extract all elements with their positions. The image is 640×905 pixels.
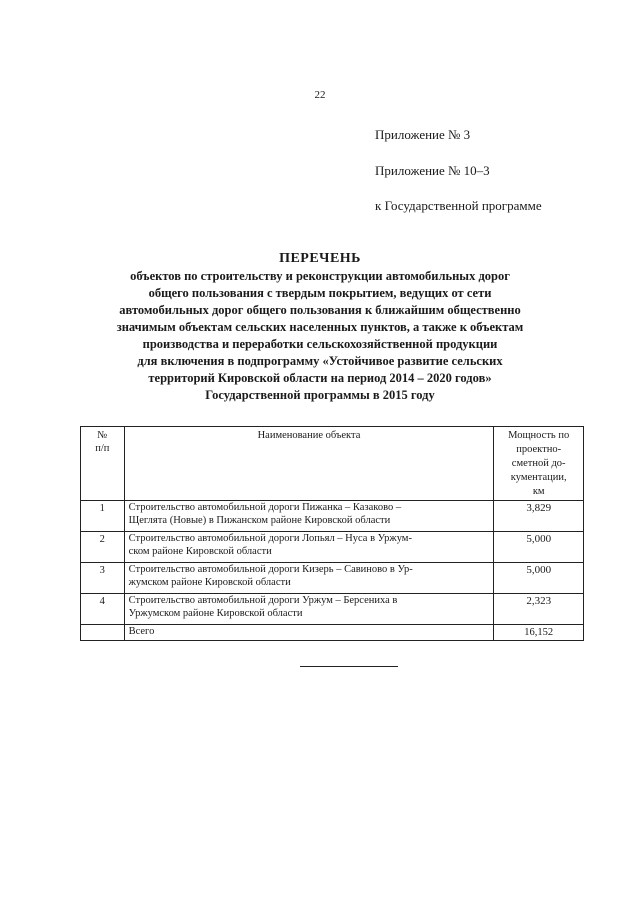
total-label: Всего (124, 625, 494, 641)
header-capacity-line-5: км (532, 486, 545, 497)
document-subtitle-line-3: автомобильных дорог общего пользования к ближайшим общественно (119, 303, 521, 317)
end-divider (300, 666, 398, 667)
row-object-name-line-1: Строительство автомобильной дороги Кизерь – Савиново в Ур- (128, 564, 413, 575)
document-subtitle-line-4: значимым объектам сельских населенных пунктов, а также к объектам (116, 320, 524, 334)
document-subtitle-line-2: общего пользования с твердым покрытием, ведущих от сети (148, 286, 492, 300)
table-row (81, 563, 584, 594)
row-object-name-line-1: Строительство автомобильной дороги Лопьял – Нуса в Уржум- (128, 533, 412, 544)
row-number: 2 (81, 532, 125, 563)
table-row (81, 594, 584, 625)
row-object-name-line-1: Строительство автомобильной дороги Пижанка – Казаково – (128, 502, 402, 513)
row-object-name (124, 501, 494, 532)
header-capacity-line-4: кументации, (510, 472, 567, 483)
appendix-line-2: Приложение № 10–3 (375, 163, 490, 178)
row-capacity-value: 5,000 (494, 532, 584, 563)
header-capacity-line-2: проектно- (516, 444, 562, 455)
row-number: 1 (81, 501, 125, 532)
row-object-name-line-1: Строительство автомобильной дороги Уржум – Берсениха в (128, 595, 398, 606)
table-row (81, 501, 584, 532)
appendix-line-1: Приложение № 3 (375, 127, 471, 142)
row-capacity-value: 2,323 (494, 594, 584, 625)
header-capacity-line-3: сметной до- (511, 458, 566, 469)
appendix-line-3: к Государственной программе (375, 198, 542, 213)
table-row (81, 532, 584, 563)
row-capacity-value: 3,829 (494, 501, 584, 532)
header-capacity-line-1: Мощность по (508, 430, 570, 441)
row-object-name-line-2: Щеглята (Новые) в Пижанском районе Кировской области (128, 515, 391, 526)
objects-table (80, 426, 584, 641)
header-num-line-1: № (97, 430, 108, 441)
header-name: Наименование объекта (124, 427, 494, 501)
table-total-row (81, 625, 584, 641)
document-subtitle-line-5: производства и переработки сельскохозяйственной продукции (142, 337, 498, 351)
title-block (60, 250, 580, 404)
page-number: 22 (314, 89, 326, 101)
header-num (81, 427, 125, 501)
row-capacity-value: 5,000 (494, 563, 584, 594)
row-object-name-line-2: жумском районе Кировской области (128, 577, 291, 588)
document-subtitle-line-8: Государственной программы в 2015 году (205, 388, 435, 402)
row-object-name-line-2: ском районе Кировской области (128, 546, 272, 557)
header-capacity (494, 427, 584, 501)
row-object-name (124, 532, 494, 563)
row-number: 3 (81, 563, 125, 594)
row-object-name (124, 563, 494, 594)
header-num-line-2: п/п (95, 443, 110, 454)
total-value: 16,152 (494, 625, 584, 641)
table-header-row (81, 427, 584, 501)
row-number: 4 (81, 594, 125, 625)
document-title: ПЕРЕЧЕНЬ (279, 251, 361, 266)
document-subtitle-line-6: для включения в подпрограмму «Устойчивое развитие сельских (137, 354, 503, 368)
row-object-name (124, 594, 494, 625)
row-object-name-line-2: Уржумском районе Кировской области (128, 608, 303, 619)
document-subtitle-line-7: территорий Кировской области на период 2014 – 2020 годов» (148, 371, 492, 385)
document-subtitle-line-1: объектов по строительству и реконструкции автомобильных дорог (130, 269, 510, 283)
total-num-empty (81, 625, 125, 641)
